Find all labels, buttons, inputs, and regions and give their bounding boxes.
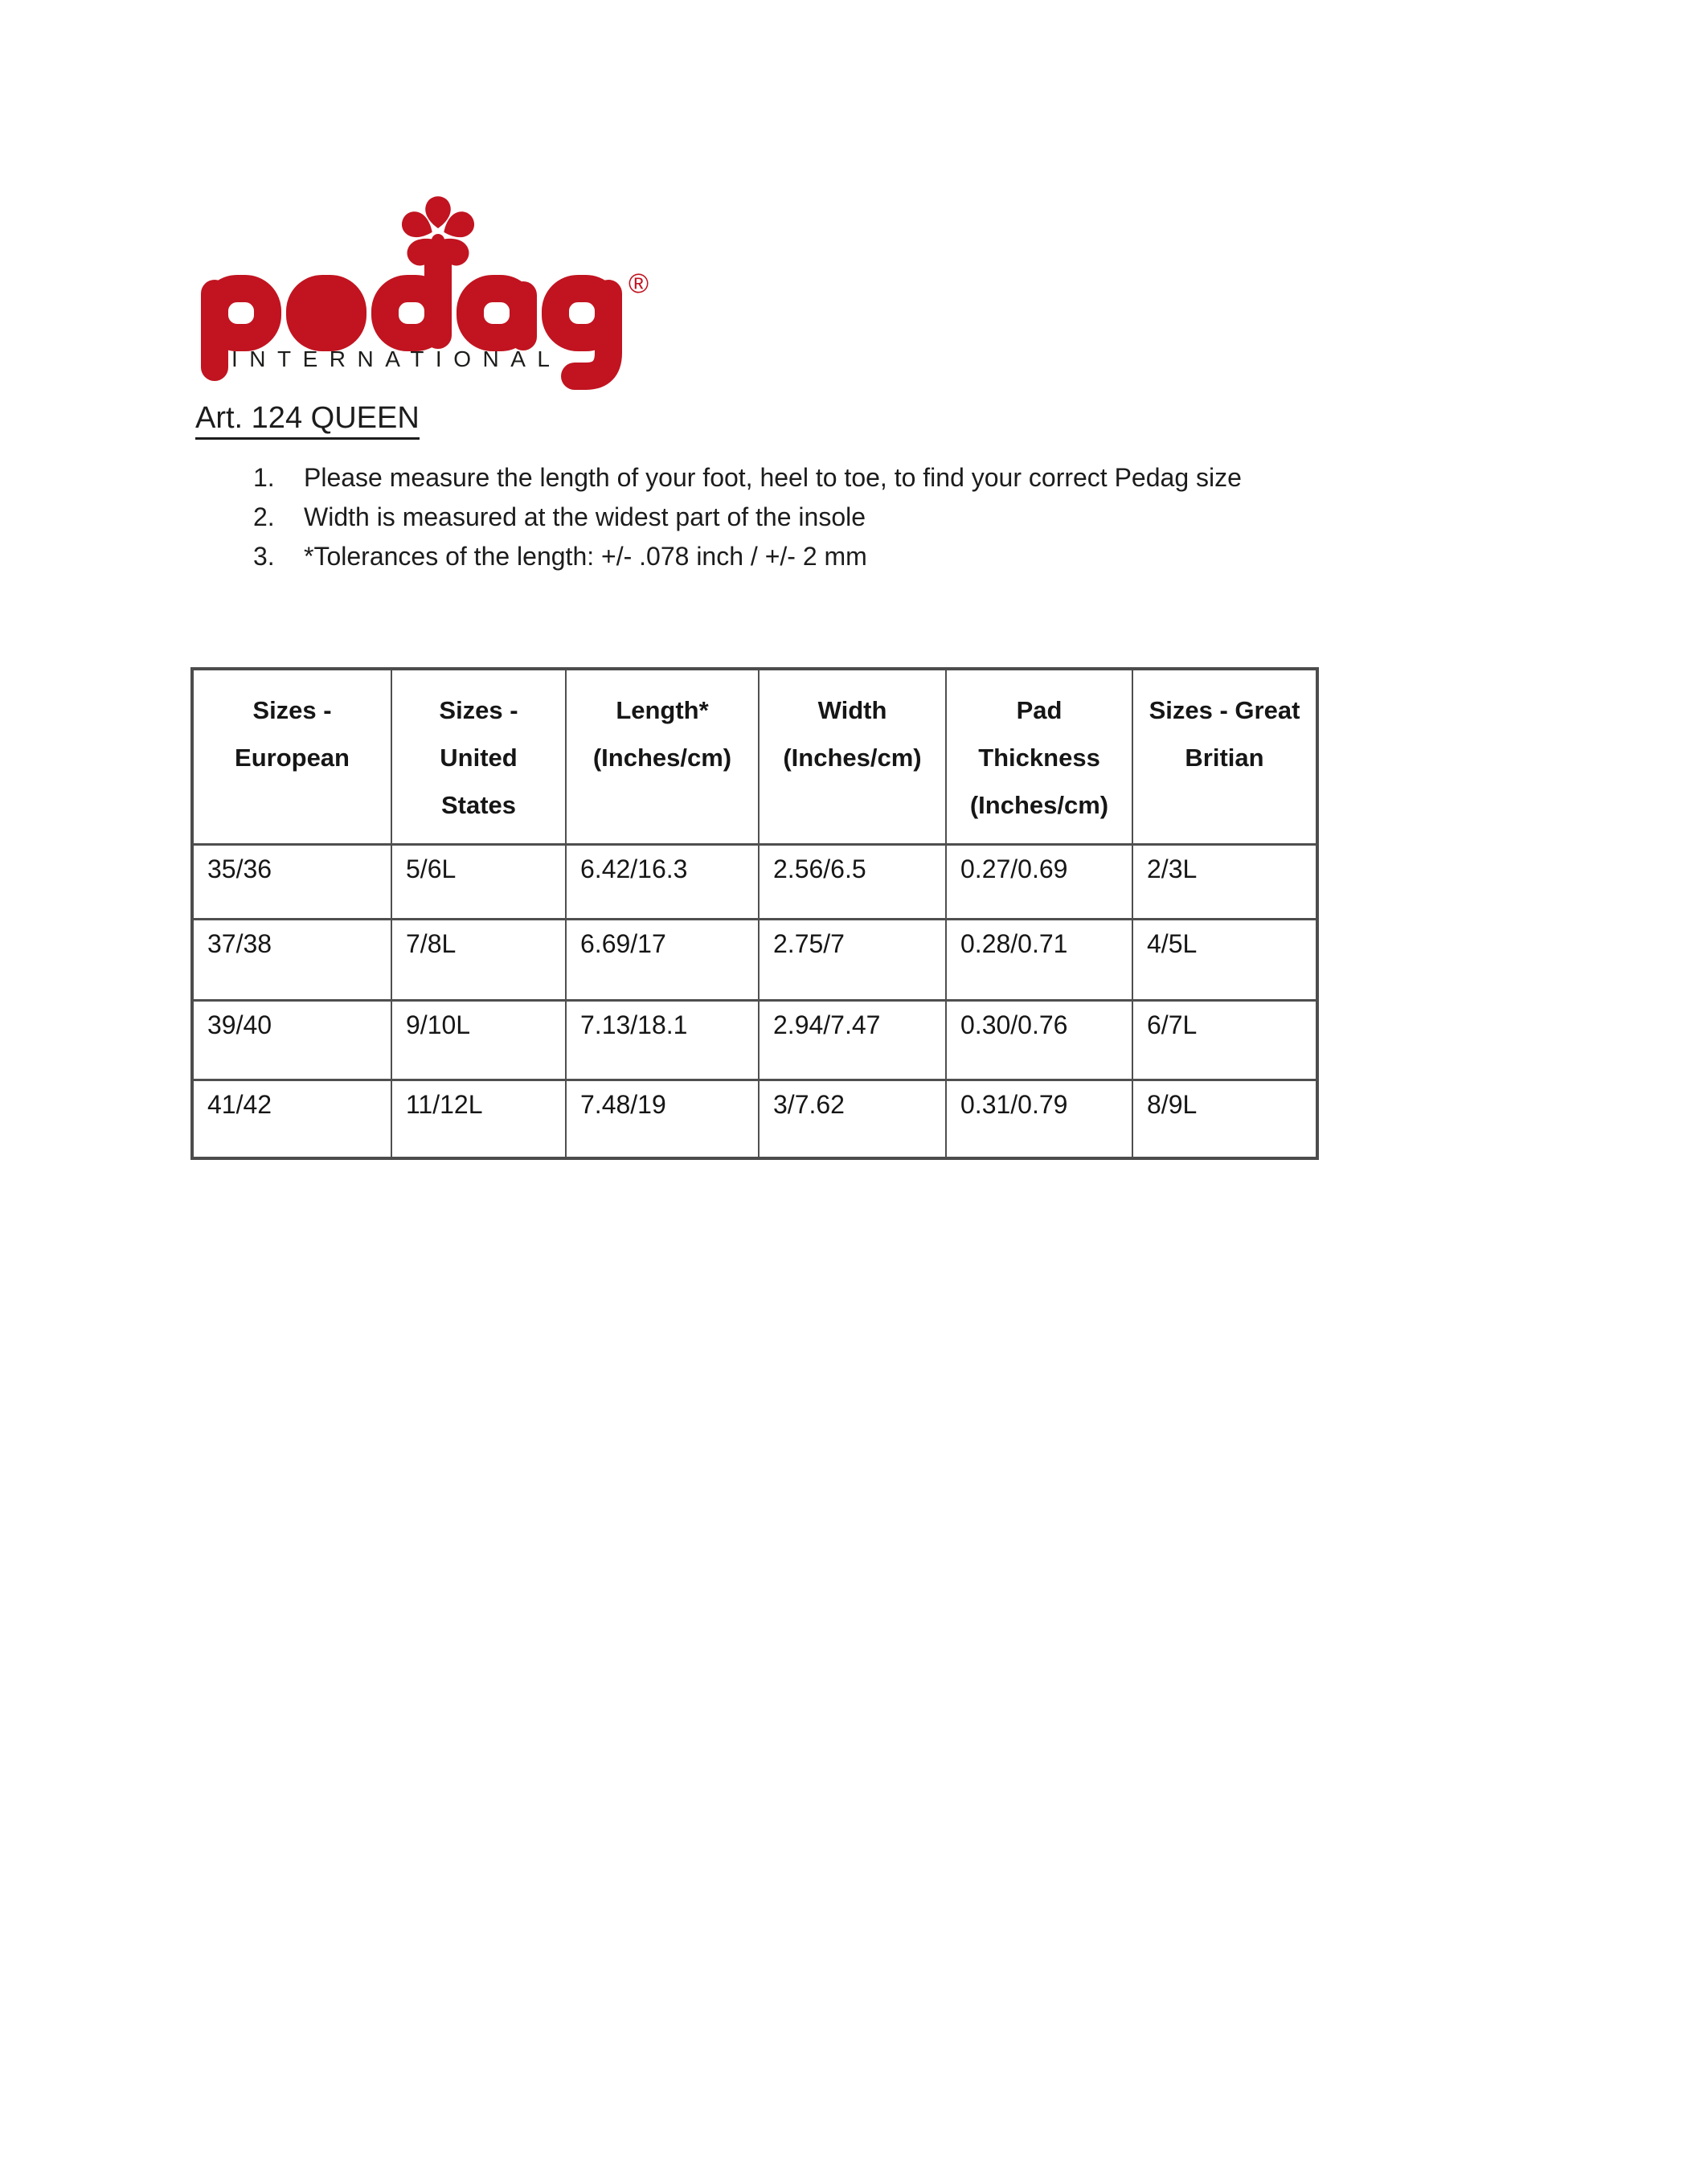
table-cell: 6.69/17 [566, 920, 759, 1001]
header-line: Sizes - Great [1149, 696, 1300, 724]
header-line: Sizes - [252, 696, 332, 724]
table-cell: 41/42 [192, 1080, 391, 1159]
table-row [192, 1080, 1317, 1159]
table-cell: 3/7.62 [759, 1080, 946, 1159]
column-header-sizes-gb [1132, 669, 1317, 845]
table-cell: 11/12L [391, 1080, 566, 1159]
page-title: Art. 124 QUEEN [195, 401, 420, 440]
table-cell: 35/36 [192, 845, 391, 920]
table-cell: 39/40 [192, 1001, 391, 1080]
table-cell: 6.42/16.3 [566, 845, 759, 920]
column-header-sizes-us [391, 669, 566, 845]
note-number: 1. [253, 463, 275, 492]
table-cell: 5/6L [391, 845, 566, 920]
list-item [253, 464, 1242, 491]
table-cell: 4/5L [1132, 920, 1317, 1001]
table-row [192, 845, 1317, 920]
header-line: (Inches/cm) [969, 791, 1109, 819]
table-cell: 2.75/7 [759, 920, 946, 1001]
note-text: *Tolerances of the length: +/- .078 inch / +/- 2 mm [304, 542, 867, 571]
table-cell: 6/7L [1132, 1001, 1317, 1080]
header-line: Britian [1185, 744, 1264, 772]
header-line: Thickness [978, 744, 1100, 772]
table-cell: 7/8L [391, 920, 566, 1001]
table-cell: 2/3L [1132, 845, 1317, 920]
header-line: Width [817, 696, 887, 724]
header-line: Sizes - [439, 696, 518, 724]
list-item [253, 503, 1242, 531]
table-cell: 7.48/19 [566, 1080, 759, 1159]
table-cell: 37/38 [192, 920, 391, 1001]
table-cell: 0.31/0.79 [946, 1080, 1132, 1159]
table-cell: 0.28/0.71 [946, 920, 1132, 1001]
table-row [192, 1001, 1317, 1080]
registered-trademark-icon: ® [629, 268, 649, 299]
note-number: 3. [253, 542, 275, 571]
table-cell: 0.27/0.69 [946, 845, 1132, 920]
table-cell: 2.56/6.5 [759, 845, 946, 920]
table-cell: 7.13/18.1 [566, 1001, 759, 1080]
logo-subtitle: INTERNATIONAL [231, 346, 562, 371]
note-text: Please measure the length of your foot, heel to toe, to find your correct Pedag size [304, 463, 1242, 492]
header-line: European [235, 744, 350, 772]
column-header-width [759, 669, 946, 845]
table-cell: 2.94/7.47 [759, 1001, 946, 1080]
table-row [192, 920, 1317, 1001]
table-cell: 8/9L [1132, 1080, 1317, 1159]
column-header-length [566, 669, 759, 845]
column-header-pad-thickness [946, 669, 1132, 845]
table-cell: 9/10L [391, 1001, 566, 1080]
header-line: Length* [616, 696, 709, 724]
table-header-row [192, 669, 1317, 845]
header-line: (Inches/cm) [592, 744, 732, 772]
notes-list [253, 464, 1242, 582]
header-line: States [440, 791, 517, 819]
header-line: United [440, 744, 518, 772]
header-line: (Inches/cm) [783, 744, 922, 772]
note-text: Width is measured at the widest part of the insole [304, 502, 866, 531]
table-cell: 0.30/0.76 [946, 1001, 1132, 1080]
column-header-sizes-european [192, 669, 391, 845]
header-line: Pad [1016, 696, 1063, 724]
size-chart-table [190, 667, 1319, 1160]
list-item [253, 543, 1242, 570]
note-number: 2. [253, 502, 275, 531]
